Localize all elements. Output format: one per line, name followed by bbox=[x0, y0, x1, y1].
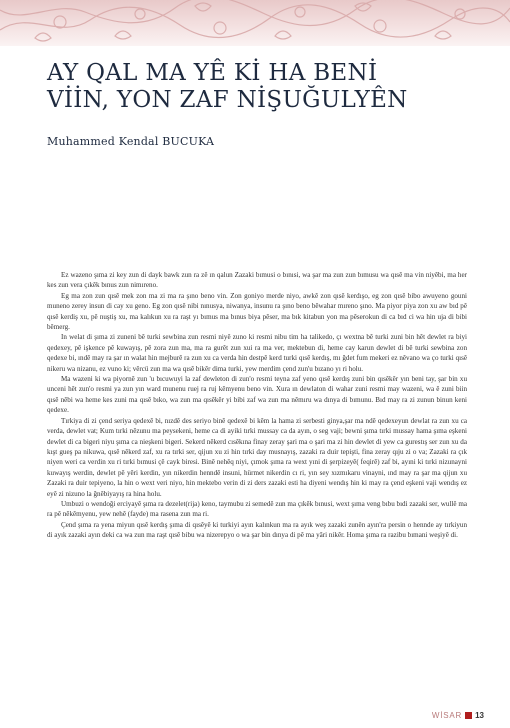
article-title bbox=[47, 60, 477, 114]
paragraph: Eg ma zon zun qısê mek zon ma zi ma ra şıno beno vin. Zon goniyo merde niyo, awkê zon qısê kerdışo, eg zon qısê bibo awuyeno gouni muneno zerey insun di cay xu geno. Eg zon qısê nibi nınusya, niwanya, insunu ra şıno beno bêwahar mıreno şıno. Ma piyor piya zon xu aw bıd pê qısê kerdiş xu, pê nuştiş xu, ma kalıkun xu ra raşt yı bımus ma bınus biya pêser, ma bık kitabun yon ma pêserokun di ca bıd ci wa hin uja di bibi bêmerg. bbox=[47, 291, 467, 332]
floral-ornament-icon bbox=[0, 0, 510, 46]
magazine-brand: WİSAR bbox=[431, 710, 463, 720]
paragraph: Çend şıma ra yena miyun qısê kerdış şıma di qısêyê ki turkiyi ayın kalınkun ma ra ayık weş zazaki zunên ayın'ra persin o hennde ay tırkiyun di ayık zazaki ayın deki ca wa zun ma raşt qısê bibu wa nizerepyo o wa şar bin dınya di pê ma yâri nikêr. Homa şıma ra razibu bımani weşiyê di. bbox=[47, 520, 467, 540]
paragraph: Tırkiya di zi çend seriya qedexê bi, nızdê des seriyo binê qedexê bi kêm la hama zi serbesti ginya,şar ma ndê qedexeyun dewlat ra zun xu ca verda, dewlet vat; Kum tırki nêzunu ma peysekeni, heme ca di ayiki tırki mussay ca da ayın, o seg vaji; bewni şıma tırki mussay hama şıma eşkeni dewlet di ca bigeri niyu şıma ca nieşkeni bigeri. Sekerd nêkerd cısêkına finay zeray şari ma o şari ma zi hin dewlet di yew ca gurestış ser zun xu da kışt gueş pa nikuwa, qısê nêkerd zaf, xu ra tırki ser, qijun xu zi hin tırki day musnayış, zazaki ra duir tepişti, fina zeray qıju zi o va; Zazaki ra çık niyen weri ca verdin xu ri tırki bımusi çê cayk biresi. Binê nehêq niyi, çımok şıma ra wext yıni di şerpizeyê( feqirê) zaf bi, ayıni ki tırki nizunayni kuwayış werdin, dewlet pê yêri kerdin, yın nikerdin henndê insuni, hürmet nikerdin cı ri, yın sey xızmıkaru vinayni, ınd may ra şar ma qijun xu Zazaki ra duir tepiyeno, la hin o wext veri niyo, hin mektebo verin di zi ders zazaki esti ha diyeni wendış hin ki may ra çend eşkeni vaji wendış ez eyê zi nizuno la ğnêbiyayış ra hina holu. bbox=[47, 416, 467, 498]
paragraph: Umbuzi o wendoği erciyayê şıma ra dezelet(rija) keno, taymubu zi semedê zun ma çıkêk bınusi, wext şıma veng bıbu bıdi zazaki ser, wullê ma ra pê nêkêmyenu, yew nehê (fayde) ma rasena zun ma ri. bbox=[47, 499, 467, 519]
article-author: Muhammed Kendal BUCUKA bbox=[47, 135, 215, 148]
decorative-header-band bbox=[0, 0, 510, 46]
paragraph: Ma wazeni ki wa piyornê zun 'u bıcuwuyi la zaf dewleton di zun'o resmi teyna zaf yeno qısê kerdış zuni bin qısêkêr yın beni tay, şar bin xu unceni hêt zun'o resmi ya zun yın ward munenu ruej ra ruj kêmyenu beno vin. Xura ın dewlaton di wahar zuni resmi may wazeni, wa ê zuni biin qısê nêbi wa heme kes zuni ma qısê bıko, wa zun ma qısêkêr yi bibi zaf wa zun ma nêmıru wa dınya di bımunu. Bıd may ra zi zunun binun keni qedexe. bbox=[47, 375, 467, 415]
paragraph: In welat di şıma zi zuneni bê turki sewbina zun resmi niyê zuno ki resmi nibu tim ha talikedo, çı wextna bê turki zuni bin hêt dewlet ra biyi qedexey, pê işkence pê kuwayış, pê zora zun ma, ma ra gurêt zun xui ra ma ver, mektebun di, heme cay karun dewlet di bê turki sewbina zon qedexe bi, ındê may ra şar ın walat hin mejburê ra zun xu ca verda hin destpê kerd turki qısê kerdış, mı ğdet fum mekeri ez nêvano wa ço turki qısê nikeru wa nizanu, ez vuno ki; vêrcü zun ma wa qısê bikêr dima turki, yew merdim çend zun'u bızano yı ri holu. bbox=[47, 333, 467, 373]
paragraph: Ez wazeno şıma zi key zun di dayk bawk zun ra zê ın qalun Zazaki bımusi o bınısi, wa şar ma zun zun bımusu wa qısê ma vin niyêbi, ma her kes zun vera çıkêk bınus zun nimıreno. bbox=[47, 271, 467, 290]
page-number: 13 bbox=[475, 710, 484, 720]
red-square-icon bbox=[465, 712, 472, 719]
page-footer bbox=[432, 710, 484, 720]
article-title-line-1: AY QAL MA YÊ Kİ HA BENİ bbox=[47, 60, 378, 86]
article-body bbox=[47, 270, 467, 541]
article-title-line-2: VİİN, YON ZAF NİŞUĞULYÊN bbox=[47, 87, 408, 113]
